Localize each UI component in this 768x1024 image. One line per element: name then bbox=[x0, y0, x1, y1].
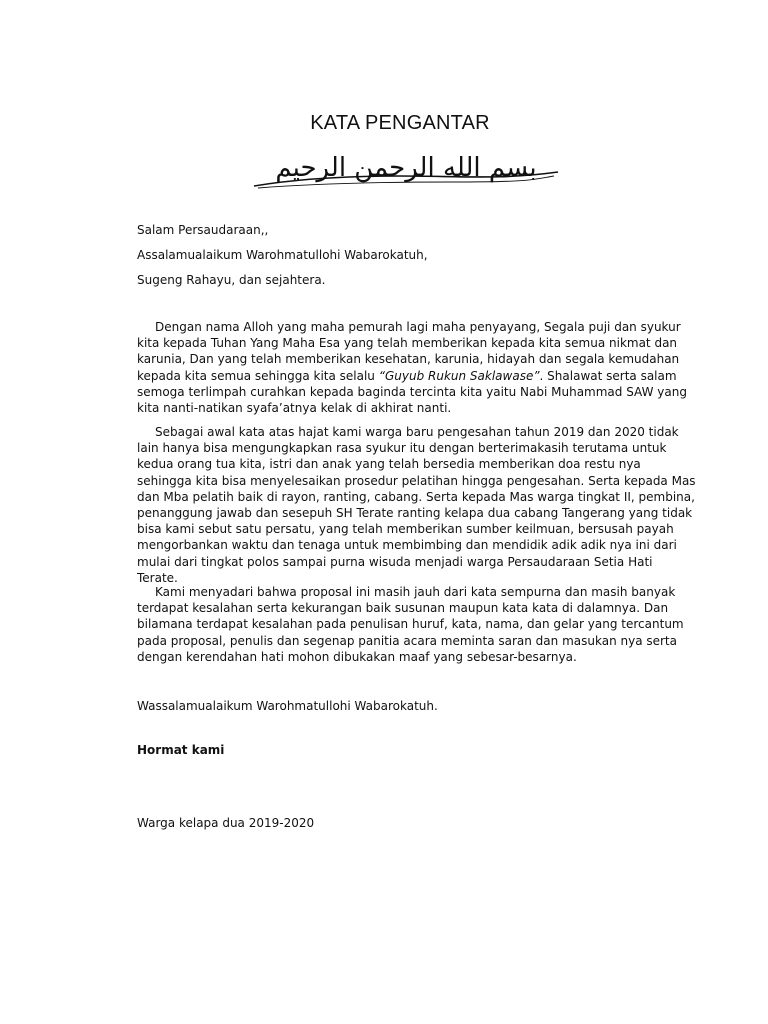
paragraph-opening-text-2: . Shalawat serta salam semoga terlimpah curahkan kepada baginda tercinta kita yaitu Nabi Muhammad SAW yang kita nanti-natikan syafa’atnya kelak di akhirat nanti. bbox=[137, 368, 687, 416]
basmala-calligraphy bbox=[250, 146, 562, 192]
paragraph-opening bbox=[137, 319, 697, 416]
closing-regards: Hormat kami bbox=[137, 743, 225, 757]
paragraph-opening-italic: “Guyub Rukun Saklawase” bbox=[378, 368, 540, 383]
closing-salam: Wassalamualaikum Warohmatullohi Wabarokatuh. bbox=[137, 699, 438, 713]
greeting-salam: Salam Persaudaraan,, bbox=[137, 223, 269, 237]
svg-text:بسم الله الرحمن الرحيم: بسم الله الرحمن الرحيم bbox=[275, 153, 537, 183]
paragraph-apology: Kami menyadari bahwa proposal ini masih jauh dari kata sempurna dan masih banyak terdapat kesalahan serta kekurangan baik susunan maupun kata kata di dalamnya. Dan bilamana terdapat kesalahan pada penulisan huruf, kata, nama, dan gelar yang tercantum pada proposal, penulis dan segenap panitia acara meminta saran dan masukan nya serta dengan kerendahan hati mohon dibukakan maaf yang sebesar-besarnya. bbox=[137, 585, 684, 664]
greeting-assalamualaikum: Assalamualaikum Warohmatullohi Wabarokatuh, bbox=[137, 248, 428, 262]
document-title: KATA PENGANTAR bbox=[310, 112, 490, 134]
signature: Warga kelapa dua 2019-2020 bbox=[137, 816, 315, 830]
paragraph-opening-text-1: Dengan nama Alloh yang maha pemurah lagi maha penyayang, Segala puji dan syukur kita kepada Tuhan Yang Maha Esa yang telah memberikan kepada kita semua nikmat dan karunia, Dan yang telah memberikan kesehatan, karunia, hidayah dan segala kemudahan kepada kita semua sehingga kita selalu bbox=[137, 320, 681, 383]
paragraph-thanks: Sebagai awal kata atas hajat kami warga baru pengesahan tahun 2019 dan 2020 tidak lain hanya bisa mengungkapkan rasa syukur itu dengan berterimakasih terutama untuk kedua orang tua kita, istri dan anak yang telah bersedia memberikan doa restu nya sehingga kita bisa menyelesaikan prosedur pelatihan hingga pengesahan. Serta kepada Mas dan Mba pelatih baik di rayon, ranting, cabang. Serta kepada Mas warga tingkat II, pembina, penanggung jawab dan sesepuh SH Terate ranting kelapa dua cabang Tangerang yang tidak bisa kami sebut satu persatu, yang telah memberikan sumber keilmuan, bersusah payah mengorbankan waktu dan tenaga untuk membimbing dan mendidik adik adik nya ini dari mulai dari tingkat polos sampai purna wisuda menjadi warga Persaudaraan Setia Hati Terate. bbox=[137, 425, 696, 585]
greeting-sugeng: Sugeng Rahayu, dan sejahtera. bbox=[137, 273, 326, 287]
